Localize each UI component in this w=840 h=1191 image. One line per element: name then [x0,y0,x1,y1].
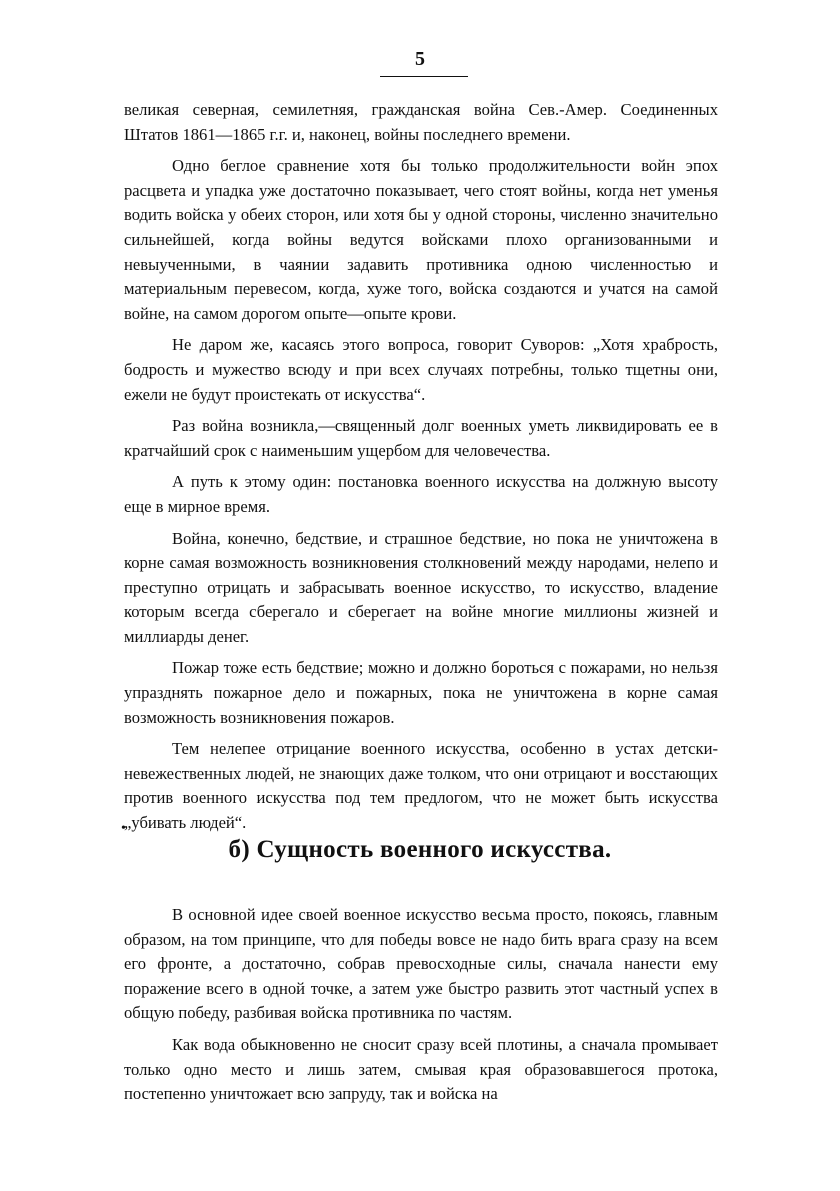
body-text-top [124,98,718,843]
body-text-section [124,903,718,1114]
paragraph: Как вода обыкновенно не сносит сразу всей плотины, а сначала промывает только одно место и лишь затем, смывая края образовавшегося протока, постепенно уничтожает всю запруду, так и войска на [124,1034,718,1104]
paragraph: Тем нелепее отрицание военного искусства, особенно в устах детски-невежественных людей, не знающих даже толком, что они отрицают и восстающих против военного искусства под тем предлогом, что не может быть искусства „убивать людей“. [124,739,718,833]
paragraph: Одно беглое сравнение хотя бы только продолжительности войн эпох расцвета и упадка уже достаточно показывает, чего стоят войны, когда нет уменья водить войска у обеих сторон, или хотя бы у одной стороны, численно значительно сильнейшей, когда войны ведутся войсками плохо организованными и невыученными, в чаянии задавить противника одною численностью и материальным перевесом, когда, хуже того, войска создаются и учатся на самой войне, на самом дорогом опыте—опыте крови. [124,156,718,323]
section-heading: б) Сущность военного искусства. [228,836,612,863]
paragraph: В основной идее своей военное искусство весьма просто, покоясь, главным образом, на том принципе, что для победы вовсе не надо бить врага сразу на всем его фронте, а достаточно, собрав превосходные силы, сначала нанести ему поражение всего в одной точке, а затем уже быстро развить этот частный успех в общую победу, разбивая войска противника по частям. [124,905,718,1023]
paragraph: Раз война возникла,—священный долг военных уметь ликвидировать ее в кратчайший срок с наименьшим ущербом для человечества. [124,416,718,460]
paragraph: Не даром же, касаясь этого вопроса, говорит Суворов: „Хотя храбрость, бодрость и мужество всюду и при всех случаях потребны, только тщетны они, ежели не будут проистекать от искусства“. [124,335,718,404]
page-number-rule [380,76,468,77]
bullet-mark: • [121,821,126,836]
paragraph: великая северная, семилетняя, гражданская война Сев.-Амер. Соединенных Штатов 1861—1865 г.г. и, наконец, войны последнего времени. [124,100,718,144]
page-number: 5 [415,48,425,70]
paragraph: Пожар тоже есть бедствие; можно и должно бороться с пожарами, но нельзя упразднять пожарное дело и пожарных, пока не уничтожена в корне самая возможность возникновения пожаров. [124,658,718,727]
paragraph: Война, конечно, бедствие, и страшное бедствие, но пока не уничтожена в корне самая возможность возникновения столкновений между народами, нелепо и преступно отрицать и забрасывать военное искусство, то искусство, владение которым всегда сберегало и сберегает на войне многие миллионы жизней и миллиарды денег. [124,528,718,646]
paragraph: А путь к этому один: постановка военного искусства на должную высоту еще в мирное время. [124,472,718,516]
